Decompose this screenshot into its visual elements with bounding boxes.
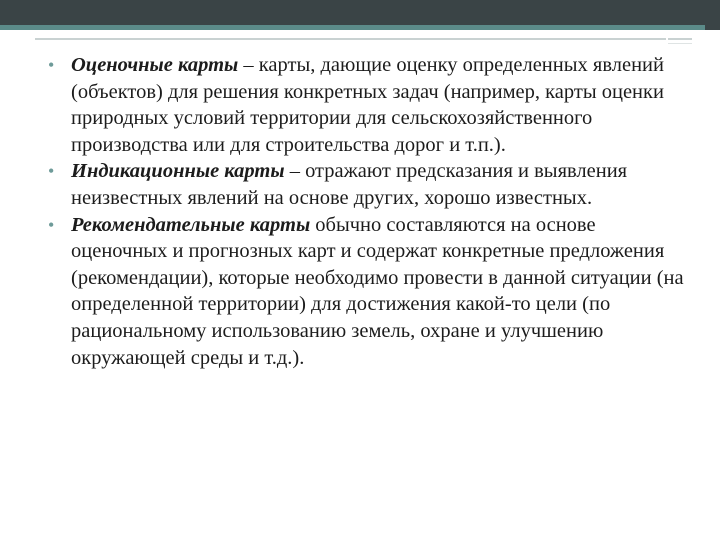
divider-line-short — [668, 38, 692, 40]
slide-content — [40, 52, 690, 371]
bullet-item-indication-maps — [40, 158, 690, 211]
divider-line — [35, 38, 666, 40]
bullet-term: Оценочные карты — [71, 54, 239, 76]
bullet-icon: • — [48, 161, 55, 182]
header-bar-teal — [0, 25, 705, 30]
bullet-icon: • — [48, 55, 55, 75]
bullet-term: Индикационные карты — [71, 160, 285, 183]
bullet-icon: • — [48, 214, 55, 235]
bullet-item-recommendation-maps — [40, 212, 690, 372]
bullet-term: Рекомендательные карты — [71, 213, 311, 236]
header-bar-end — [705, 25, 720, 30]
bullet-list — [40, 52, 690, 371]
bullet-text: обычно составляются на основе оценочных и прогнозных карт и содержат конкретные предложения (рекомендации), которые необходимо провести в данной ситуации (на определенной территории) для достижения какой-то цели (по рациональному использованию земель, охране и улучшению окружающей среды и т.д.). — [71, 213, 684, 369]
bullet-item-estimative-maps — [40, 52, 690, 158]
bullet-text: – карты, дающие оценку определенных явлений (объектов) для решения конкретных задач (например, карты оценки природных условий территории для сельскохозяйственного производства или для строительства дорог и т.п.). — [71, 54, 664, 156]
bullet-text: – отражают предсказания и выявления неизвестных явлений на основе других, хорошо известных. — [71, 160, 628, 209]
header-bar-dark — [0, 0, 720, 25]
divider-line-thin — [668, 43, 692, 44]
